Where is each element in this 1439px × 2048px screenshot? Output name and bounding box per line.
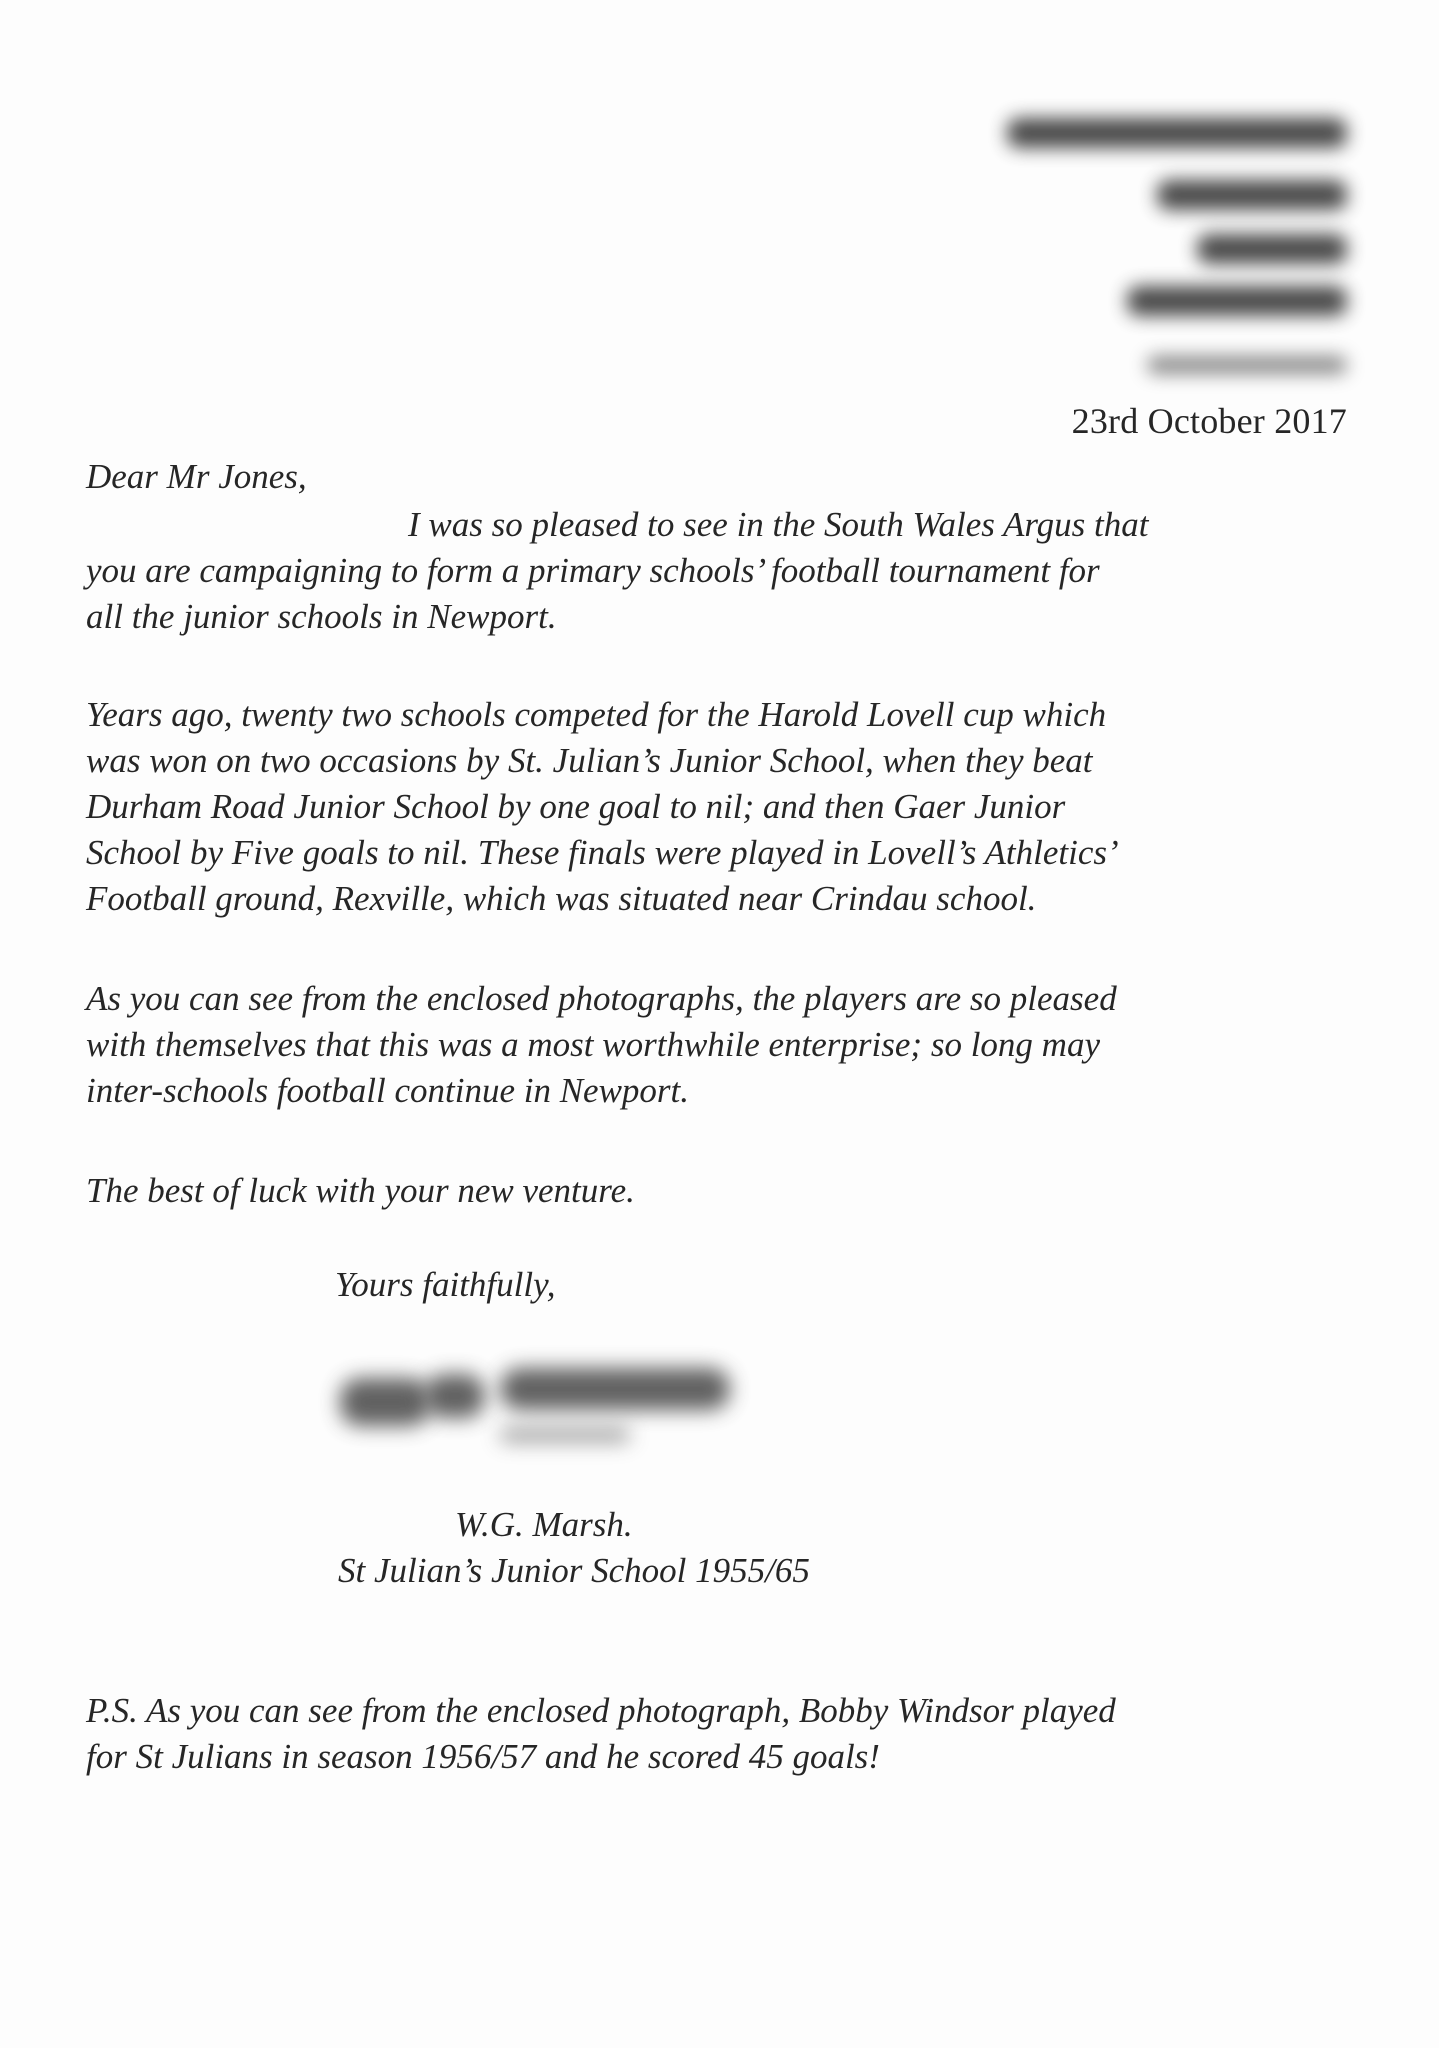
redacted-address-line bbox=[1007, 118, 1347, 148]
paragraph-2-line: was won on two occasions by St. Julian’s Junior School, when they beat bbox=[86, 741, 1093, 780]
paragraph-2-line: Years ago, twenty two schools competed for the Harold Lovell cup which bbox=[86, 695, 1107, 734]
redacted-address-block bbox=[987, 118, 1347, 378]
paragraph-1-line: you are campaigning to form a primary schools’ football tournament for bbox=[86, 551, 1100, 590]
postscript-line: for St Julians in season 1956/57 and he scored 45 goals! bbox=[86, 1737, 880, 1776]
paragraph-2-line: School by Five goals to nil. These finals were played in Lovell’s Athletics’ bbox=[86, 833, 1119, 872]
paragraph-3-line: As you can see from the enclosed photographs, the players are so pleased bbox=[86, 979, 1117, 1018]
redacted-address-line bbox=[1197, 234, 1347, 264]
paragraph-1-line: I was so pleased to see in the South Wales Argus that bbox=[408, 505, 1149, 544]
signature-stroke bbox=[425, 1374, 485, 1418]
postscript-line: P.S. As you can see from the enclosed photograph, Bobby Windsor played bbox=[86, 1691, 1116, 1730]
letter-date: 23rd October 2017 bbox=[1071, 401, 1347, 441]
signature-stroke bbox=[500, 1428, 630, 1442]
signer-school: St Julian’s Junior School 1955/65 bbox=[338, 1551, 810, 1590]
redacted-address-line bbox=[1127, 286, 1347, 316]
paragraph-2-line: Durham Road Junior School by one goal to nil; and then Gaer Junior bbox=[86, 787, 1066, 826]
redacted-signature bbox=[330, 1338, 770, 1478]
paragraph-4: The best of luck with your new venture. bbox=[86, 1171, 635, 1210]
signer-name: W.G. Marsh. bbox=[455, 1505, 633, 1544]
paragraph-1-line: all the junior schools in Newport. bbox=[86, 597, 557, 636]
paragraph-3-line: inter-schools football continue in Newport. bbox=[86, 1071, 690, 1110]
paragraph-3-line: with themselves that this was a most worthwhile enterprise; so long may bbox=[86, 1025, 1100, 1064]
redacted-phone-line bbox=[1147, 356, 1347, 374]
signature-stroke bbox=[340, 1378, 430, 1426]
redacted-address-line bbox=[1157, 180, 1347, 210]
closing: Yours faithfully, bbox=[335, 1265, 556, 1304]
paragraph-2-line: Football ground, Rexville, which was situated near Crindau school. bbox=[86, 879, 1037, 918]
signature-stroke bbox=[500, 1368, 730, 1410]
salutation: Dear Mr Jones, bbox=[86, 457, 307, 496]
